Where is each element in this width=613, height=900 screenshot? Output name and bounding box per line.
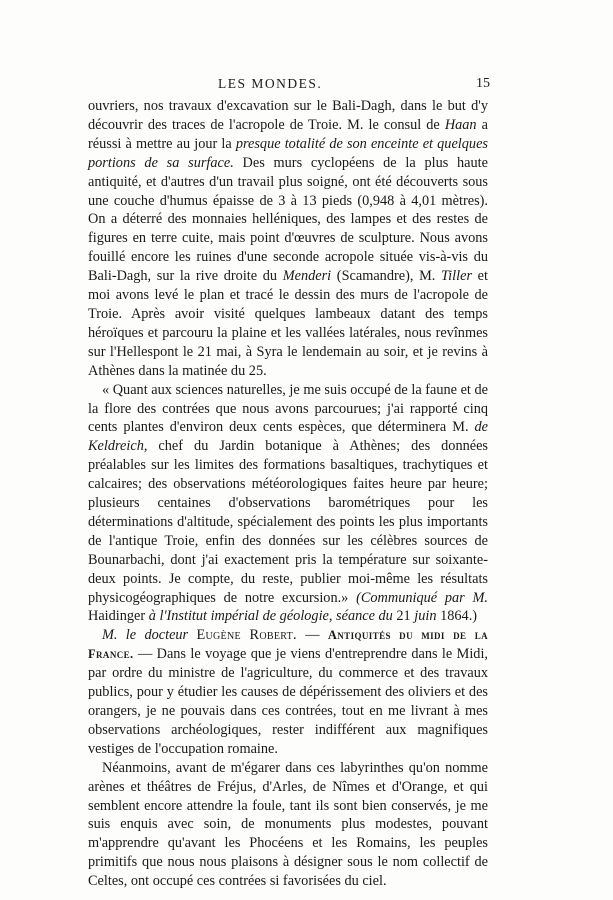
p1-text-3: Des murs cyclopéens de la plus haute antiquité, et d'autres d'un travail plus soigné, ont été découverts sous une couche d'humus épaisse de 3 à 13 pieds (0,948 à 4,01 mètres). On a déterré des monnaies helléniques, des lampes et des restes de figures en terre cuite, mais point d'œuvres de sculpture. Nous avons fouillé encore les ruines d'une seconde acropole située vis-à-vis du Bali-Dagh, sur la rive droite du <box>88 154 488 285</box>
p1-text-2: a réussi à mettre au jour la <box>88 116 489 152</box>
paragraph-2 <box>88 381 488 627</box>
p3-text-2: — Dans le voyage que je viens d'entreprendre dans le Midi, par ordre du ministre de l'agriculture, du commerce et des travaux publics, pour y étudier les causes de dépérissement des oliviers et des orangers, je ne pouvais dans ces contrées, tout en me livrant à mes observations archéologiques, rester indifférent aux magnifiques vestiges de l'occupation romaine. <box>88 646 488 757</box>
running-title: LES MONDES. <box>218 76 323 91</box>
p3-italic-1: M. le docteur <box>102 627 197 644</box>
page-number: 15 <box>476 76 490 91</box>
p1-text-1: ouvriers, nos travaux d'excavation sur le Bali-Dagh, dans le but d'y découvrir des traces de l'acropole de Troie. M. le consul de <box>88 98 488 133</box>
paragraph-1 <box>88 97 488 381</box>
p2-text-1: « Quant aux sciences naturelles, je me suis occupé de la faune et de la flore des contrées que nous avons parcourues; j'ai rapporté cinq cents plantes d'environ deux cents espèces, que déterminera M. <box>88 381 488 436</box>
p1-italic-4: Tiller <box>441 268 473 285</box>
p2-text-2: chef du Jardin botanique à Athènes; des données préalables sur les limites des formations basaltiques, trachytiques et calcaires; des observations météorologiques faites heure par heure; plusieurs centaines d'observations barométriques pour les déterminations d'altitude, spécialement des points les plus importants de l'antique Troie, enfin des données sur les célèbres sources de Bounarbachi, dont j'ai exactement pris la température sur soixante-deux points. Je compte, du reste, publier moi-même les résultats physicogéographiques de notre excursion.» <box>88 438 488 606</box>
document-page <box>88 0 488 900</box>
author-name: Eugène Robert. <box>196 627 297 644</box>
page-header <box>88 76 488 96</box>
p2-italic-1: de Keldreich, <box>88 419 488 455</box>
p2-text-5: 1864.) <box>440 608 478 625</box>
p2-italic-3: à l'Institut impérial de géologie, séance du <box>145 608 397 625</box>
body-text <box>88 97 488 891</box>
p2-italic-2: (Communiqué par M. <box>356 589 488 606</box>
p1-italic-1: Haan <box>444 116 477 133</box>
p2-text-4: 21 <box>396 608 411 625</box>
p3-text-1: — <box>296 627 328 644</box>
p1-text-5: et moi avons levé le plan et tracé le dessin des murs de l'acropole de Troie. Après avoir visité quelques lambeaux datant des temps héroïques et parcouru la plaine et les vallées latérales, nous revînmes sur l'Hellespont le 21 mai, à Syra le lendemain au soir, et je revins à Athènes dans la matinée du 25. <box>88 268 488 379</box>
p2-italic-4: juin <box>410 608 441 625</box>
paragraph-3 <box>88 626 488 758</box>
p1-text-4: (Scamandre), M. <box>331 268 442 285</box>
p4-text-1: Néanmoins, avant de m'égarer dans ces labyrinthes qu'on nomme arènes et théâtres de Fréjus, d'Arles, de Nîmes et d'Orange, et qui semblent encore attendre la foule, tant ils sont bien conservés, je me suis enquis avec soin, de monuments plus modestes, pouvant m'apprendre qu'avant les Phocéens et les Romains, les peuples primitifs que nous nous plaisons à désigner sous le nom collectif de Celtes, ont occupé ces contrées si favorisées du ciel. <box>88 759 488 890</box>
p2-text-3: Haidinger <box>88 608 146 625</box>
paragraph-4 <box>88 759 488 891</box>
p1-italic-3: Menderi <box>282 268 332 285</box>
p1-italic-2: presque totalité de son enceinte et quelques portions de sa surface. <box>88 135 488 171</box>
section-title: Antiquités du midi de la France. <box>88 628 488 662</box>
